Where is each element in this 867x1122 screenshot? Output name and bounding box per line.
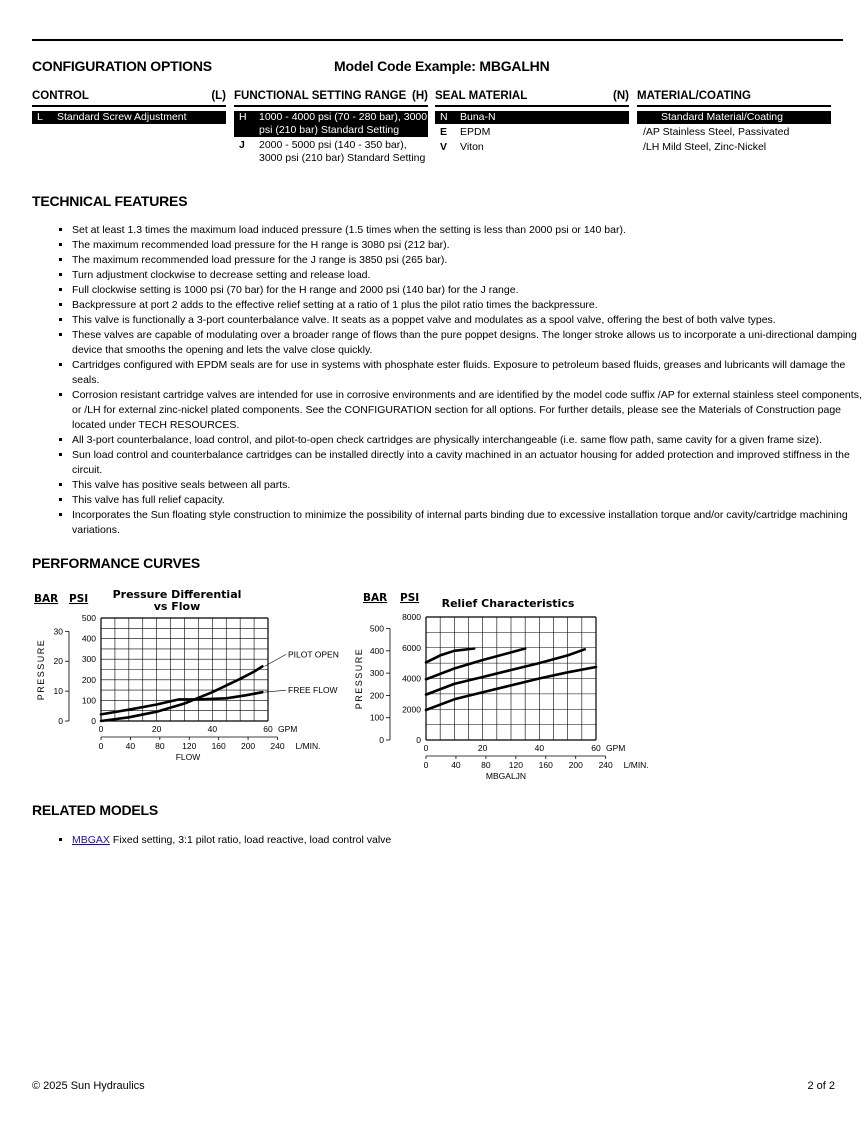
lmin-tick-label: 0: [423, 760, 429, 770]
chart-relief-characteristics-svg: [354, 590, 658, 785]
bar-tick-label: 0: [379, 735, 384, 745]
option-desc: Viton: [460, 141, 484, 153]
series-line-1: [101, 666, 262, 721]
y-axis-label: PRESSURE: [354, 647, 364, 710]
option-row[interactable]: [435, 111, 629, 124]
related-model-desc: Fixed setting, 3:1 pilot ratio, load reactive, load control valve: [112, 834, 392, 846]
gpm-tick-label: 60: [591, 743, 601, 753]
psi-tick-label: 4000: [402, 673, 421, 684]
option-desc: Standard Material/Coating: [661, 111, 783, 123]
option-code: J: [239, 139, 245, 151]
chart-relief-characteristics: [354, 590, 658, 790]
psi-tick-label: 8000: [402, 612, 421, 622]
page-number: 2 of 2: [807, 1080, 835, 1092]
lmin-tick-label: 160: [538, 760, 553, 770]
option-row[interactable]: [637, 126, 831, 139]
list-item: ▪ Incorporates the Sun floating style construction to minimize the possibility of internal parts binding due to excessive installation torque and/or cavity/cartridge machining variations.: [72, 508, 862, 538]
x-axis-label: MBGALJN: [485, 771, 527, 781]
lmin-tick-label: 0: [98, 741, 104, 751]
series-label: PILOT OPEN: [288, 649, 339, 660]
gpm-tick-label: 0: [98, 724, 104, 734]
gpm-tick-label: 60: [263, 724, 273, 734]
lmin-tick-label: 200: [240, 741, 256, 751]
bar-tick-label: 30: [53, 626, 63, 637]
psi-tick-label: 300: [81, 654, 96, 665]
psi-tick-label: 6000: [402, 642, 421, 653]
y-axis-label: PRESSURE: [36, 638, 46, 701]
lmin-tick-label: 80: [155, 741, 165, 751]
column-name: SEAL MATERIAL: [435, 90, 528, 102]
config-column-seal-material: [435, 90, 629, 154]
config-column-material-coating: [637, 90, 831, 154]
list-item: ▪ Set at least 1.3 times the maximum load induced pressure (1.5 times when the setting is less than 2000 psi or 140 bar).: [72, 223, 862, 238]
technical-features-title: TECHNICAL FEATURES: [32, 193, 188, 209]
psi-tick-label: 0: [416, 735, 421, 745]
config-column-control: [32, 90, 226, 124]
option-desc: Standard Screw Adjustment: [57, 111, 187, 123]
list-item: ▪ All 3-port counterbalance, load control, and pilot-to-open check cartridges are physically interchangeable (i.e. same flow path, same cavity for a given frame size).: [72, 433, 862, 448]
column-letter: (H): [412, 90, 428, 102]
list-item: ▪ Backpressure at port 2 adds to the effective relief setting at a ratio of 1 plus the pilot ratio times the backpressure.: [72, 298, 862, 313]
unit-left-label: BAR: [34, 593, 59, 605]
list-item: ▪ Cartridges configured with EPDM seals are for use in systems with phosphate ester fluids. Exposure to petroleum based fluids, greases and lubricants will damage the seals.: [72, 358, 862, 388]
column-name: CONTROL: [32, 90, 89, 102]
psi-tick-label: 500: [81, 613, 96, 623]
top-rule: [32, 39, 843, 41]
series-line-1: [426, 649, 474, 663]
model-code-example: Model Code Example: MBGALHN: [334, 58, 550, 74]
list-item: ▪ Full clockwise setting is 1000 psi (70 bar) for the H range and 2000 psi (140 bar) for the J range.: [72, 283, 862, 298]
gpm-unit-label: GPM: [278, 724, 298, 734]
lmin-tick-label: 160: [211, 741, 226, 751]
gpm-tick-label: 40: [207, 724, 218, 734]
configuration-title: CONFIGURATION OPTIONS: [32, 58, 212, 74]
gpm-unit-label: GPM: [606, 743, 626, 753]
list-item: ▪ Corrosion resistant cartridge valves are intended for use in corrosive environments and are identified by the model code suffix /AP for external stainless steel components, or /LH for external zinc-nickel plated components. See the CONFIGURATION section for all options. For further details, please see the Materials of Construction page located under TECH RESOURCES.: [72, 388, 862, 433]
unit-right-label: PSI: [69, 593, 89, 605]
lmin-unit-label: L/MIN.: [623, 760, 649, 770]
option-row[interactable]: [435, 141, 629, 154]
list-item: ▪ The maximum recommended load pressure for the J range is 3850 psi (265 bar).: [72, 253, 862, 268]
list-item: ▪ Sun load control and counterbalance cartridges can be installed directly into a cavity machined in an actuator housing for added protection and improved stiffness in the circuit.: [72, 448, 862, 478]
series-line-2: [426, 649, 525, 680]
series-label: FREE FLOW: [288, 685, 338, 696]
bar-tick-label: 200: [369, 690, 384, 701]
chart-title-line: vs Flow: [153, 600, 201, 613]
psi-tick-label: 400: [81, 633, 96, 644]
option-row[interactable]: [234, 139, 428, 165]
bar-tick-label: 10: [53, 686, 63, 697]
chart-pressure-differential: [30, 584, 350, 774]
list-item: ▪ This valve has positive seals between all parts.: [72, 478, 862, 493]
option-code: E: [440, 126, 448, 138]
psi-tick-label: 100: [81, 695, 96, 706]
lmin-tick-label: 80: [481, 760, 491, 770]
gpm-tick-label: 20: [151, 724, 162, 734]
lmin-tick-label: 40: [451, 760, 461, 770]
option-row[interactable]: [637, 141, 831, 154]
x-axis-label: FLOW: [175, 752, 201, 762]
chart-pressure-differential-svg: [30, 584, 350, 769]
lmin-tick-label: 120: [182, 741, 197, 751]
bar-tick-label: 100: [369, 712, 384, 723]
chart-title-line: Relief Characteristics: [441, 597, 575, 610]
config-column-setting-range: [234, 90, 428, 165]
list-item: ▪ These valves are capable of modulating over a broader range of flows than the pure poppet designs. The longer stroke allows us to incorporate a uni-directional damping device that smooths the opening and lets the valve close quickly.: [72, 328, 862, 358]
bar-tick-label: 500: [369, 623, 384, 634]
bar-tick-label: 0: [58, 716, 63, 726]
list-item: ▪ Turn adjustment clockwise to decrease setting and release load.: [72, 268, 862, 283]
copyright: © 2025 Sun Hydraulics: [32, 1080, 145, 1092]
related-models-title: RELATED MODELS: [32, 802, 159, 818]
psi-tick-label: 0: [91, 716, 96, 726]
gpm-tick-label: 20: [477, 743, 488, 753]
option-desc: /LH Mild Steel, Zinc-Nickel: [643, 141, 767, 153]
lmin-tick-label: 40: [125, 741, 136, 751]
lmin-tick-label: 240: [598, 760, 613, 770]
related-models-list: [56, 833, 391, 848]
option-row[interactable]: [234, 111, 428, 137]
column-name: FUNCTIONAL SETTING RANGE: [234, 90, 407, 102]
column-letter: (L): [211, 90, 226, 102]
lmin-tick-label: 200: [568, 760, 583, 770]
bar-tick-label: 20: [53, 656, 63, 667]
related-model-link[interactable]: MBGAX: [72, 834, 110, 846]
list-item: ▪ The maximum recommended load pressure for the H range is 3080 psi (212 bar).: [72, 238, 862, 253]
lmin-unit-label: L/MIN.: [295, 741, 321, 751]
option-code: V: [440, 141, 448, 153]
unit-right-label: PSI: [400, 592, 420, 604]
option-row[interactable]: [435, 126, 629, 139]
option-desc: EPDM: [460, 126, 491, 138]
gpm-tick-label: 40: [534, 743, 545, 753]
list-item: [72, 833, 391, 848]
option-desc: 1000 - 4000 psi (70 - 280 bar), 3000 psi (210 bar) Standard Setting: [259, 111, 428, 136]
option-desc: 2000 - 5000 psi (140 - 350 bar), 3000 psi (210 bar) Standard Setting: [259, 139, 426, 164]
performance-curves-title: PERFORMANCE CURVES: [32, 555, 201, 571]
technical-features-list: [56, 223, 862, 538]
lmin-tick-label: 120: [508, 760, 523, 770]
unit-left-label: BAR: [363, 592, 388, 604]
option-code: H: [239, 111, 247, 123]
option-row[interactable]: [32, 111, 226, 124]
list-item: ▪ This valve is functionally a 3-port counterbalance valve. It seats as a poppet valve and modulates as a spool valve, offering the best of both valve types.: [72, 313, 862, 328]
psi-tick-label: 200: [81, 674, 96, 685]
gpm-tick-label: 0: [423, 743, 429, 753]
option-code: L: [37, 111, 43, 123]
column-letter: (N): [613, 90, 629, 102]
list-item: ▪ This valve has full relief capacity.: [72, 493, 862, 508]
option-desc: Buna-N: [460, 111, 496, 123]
lmin-tick-label: 240: [270, 741, 285, 751]
bar-tick-label: 400: [369, 645, 384, 656]
column-name: MATERIAL/COATING: [637, 90, 751, 102]
psi-tick-label: 2000: [402, 704, 421, 715]
option-desc: /AP Stainless Steel, Passivated: [643, 126, 790, 138]
option-code: N: [440, 111, 448, 123]
bar-tick-label: 300: [369, 668, 384, 679]
option-row[interactable]: [637, 111, 831, 124]
chart-title-line: Pressure Differential: [112, 588, 242, 601]
